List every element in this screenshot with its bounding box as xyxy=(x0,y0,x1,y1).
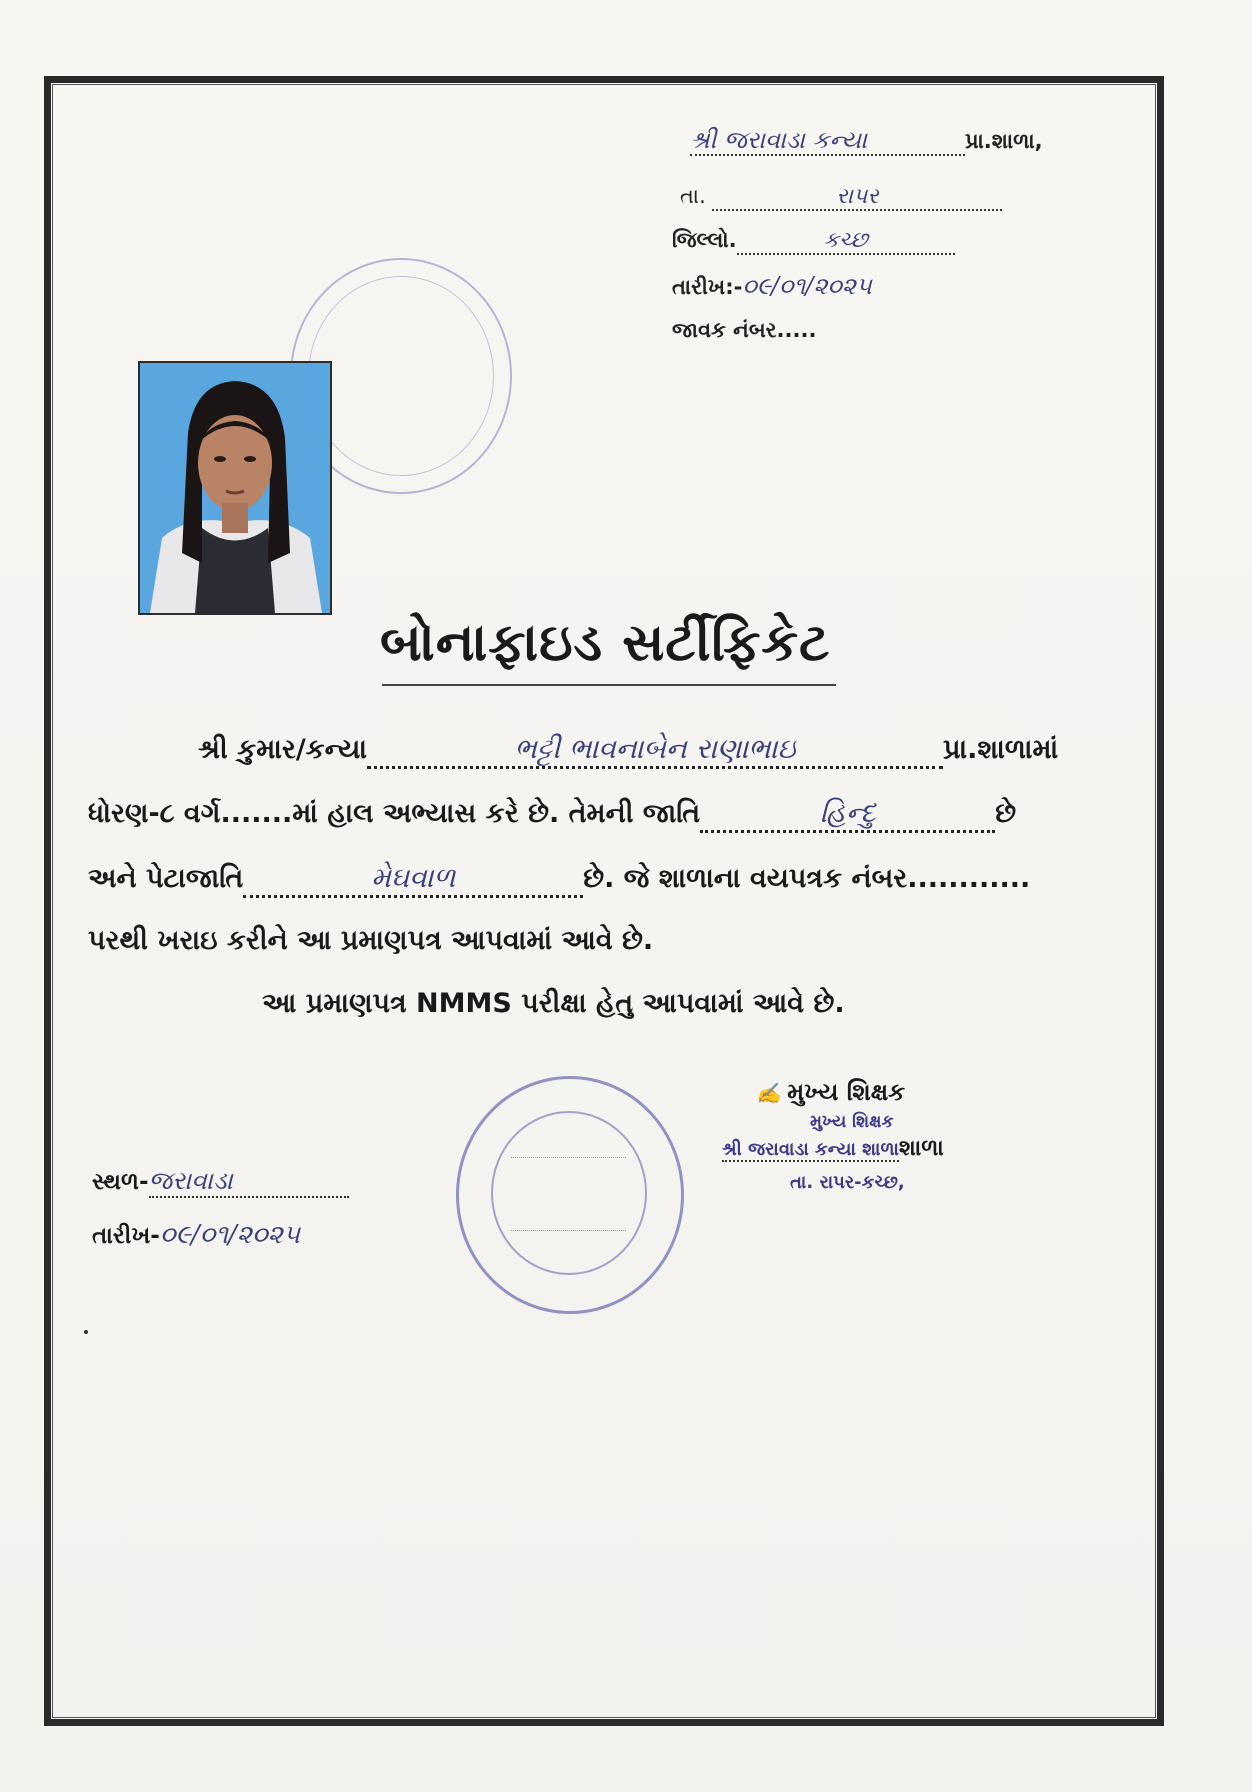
stamp-head-teacher: મુખ્ય શિક્ષક xyxy=(810,1112,894,1132)
school-round-stamp xyxy=(456,1076,684,1314)
body-line-2 xyxy=(88,796,1016,833)
date-line xyxy=(92,1220,300,1251)
place-hand: જરાવાડા xyxy=(149,1166,349,1198)
student-photo xyxy=(138,361,332,615)
student-name-hand: ભટ્ટી ભાવનાબેન રાણાભાઇ xyxy=(367,732,943,769)
header-taluka-label: તા. xyxy=(680,184,706,208)
header-district-hand: કચ્છ xyxy=(737,228,955,255)
header-taluka-line xyxy=(680,184,1002,211)
certificate-title: બોનાફાઇડ સર્ટીફિકેટ xyxy=(380,612,831,673)
student-label: શ્રી કુમાર/કન્યા xyxy=(198,734,368,765)
header-school-suffix: પ્રા.શાળા, xyxy=(965,129,1043,153)
place-line xyxy=(92,1166,349,1198)
caste-hand: હિન્દુ xyxy=(700,796,995,833)
date-label: તારીખ- xyxy=(92,1223,160,1249)
header-school-line xyxy=(690,126,1043,156)
header-district-line xyxy=(672,228,955,255)
standard-text: ધોરણ-૮ વર્ગ.......માં હાલ અભ્યાસ કરે છે. તેમની જાતિ xyxy=(88,798,701,829)
round-stamp-lines xyxy=(511,1157,626,1231)
body-line-3 xyxy=(88,861,1030,898)
body-line-1 xyxy=(198,732,1058,769)
body-line-5: આ પ્રમાણપત્ર NMMS પરીક્ષા હેતુ આપવામાં આવે છે. xyxy=(262,988,845,1019)
date-hand: ૦૯/૦૧/૨૦૨૫ xyxy=(159,1220,301,1250)
school-suffix: પ્રા.શાળામાં xyxy=(943,734,1059,765)
stamp-school-name: શ્રી જરાવાડા કન્યા શાળા xyxy=(722,1139,899,1160)
signature-school-line xyxy=(722,1136,944,1161)
header-taluka-hand: રાપર xyxy=(712,184,1002,211)
header-date-hand: ૦૯/૦૧/૨૦૨૫ xyxy=(742,272,872,300)
head-teacher-title: મુખ્ય શિક્ષક xyxy=(787,1078,906,1106)
stray-dot xyxy=(84,1330,88,1334)
place-label: સ્થળ- xyxy=(92,1169,149,1195)
subcaste-hand: મેઘવાળ xyxy=(243,861,583,898)
header-district-label: જિલ્લો. xyxy=(672,228,737,252)
header-date-label: તારીખ:- xyxy=(672,275,743,299)
school-word: શાળા xyxy=(898,1136,944,1161)
header-outward-number: જાવક નંબર..... xyxy=(672,318,817,342)
register-text: છે. જે શાળાના વયપત્રક નંબર............ xyxy=(583,863,1031,894)
student-portrait-icon xyxy=(140,363,330,613)
inner-border xyxy=(52,84,1156,1718)
caste-suffix: છે xyxy=(995,798,1017,829)
title-underline xyxy=(382,684,836,686)
top-stamp-inner-ring xyxy=(308,276,494,476)
header-school-hand: શ્રી જરાવાડા કન્યા xyxy=(690,126,965,156)
body-line-4: પરથી ખરાઇ કરીને આ પ્રમાણપત્ર આપવામાં આવે છે. xyxy=(88,925,654,956)
signature-line: ✍ મુખ્ય શિક્ષક xyxy=(756,1078,906,1106)
stamp-taluka: તા. રાપર-કચ્છ, xyxy=(790,1172,905,1193)
subcaste-label: અને પેટાજાતિ xyxy=(88,863,244,894)
header-date-line xyxy=(672,272,872,300)
